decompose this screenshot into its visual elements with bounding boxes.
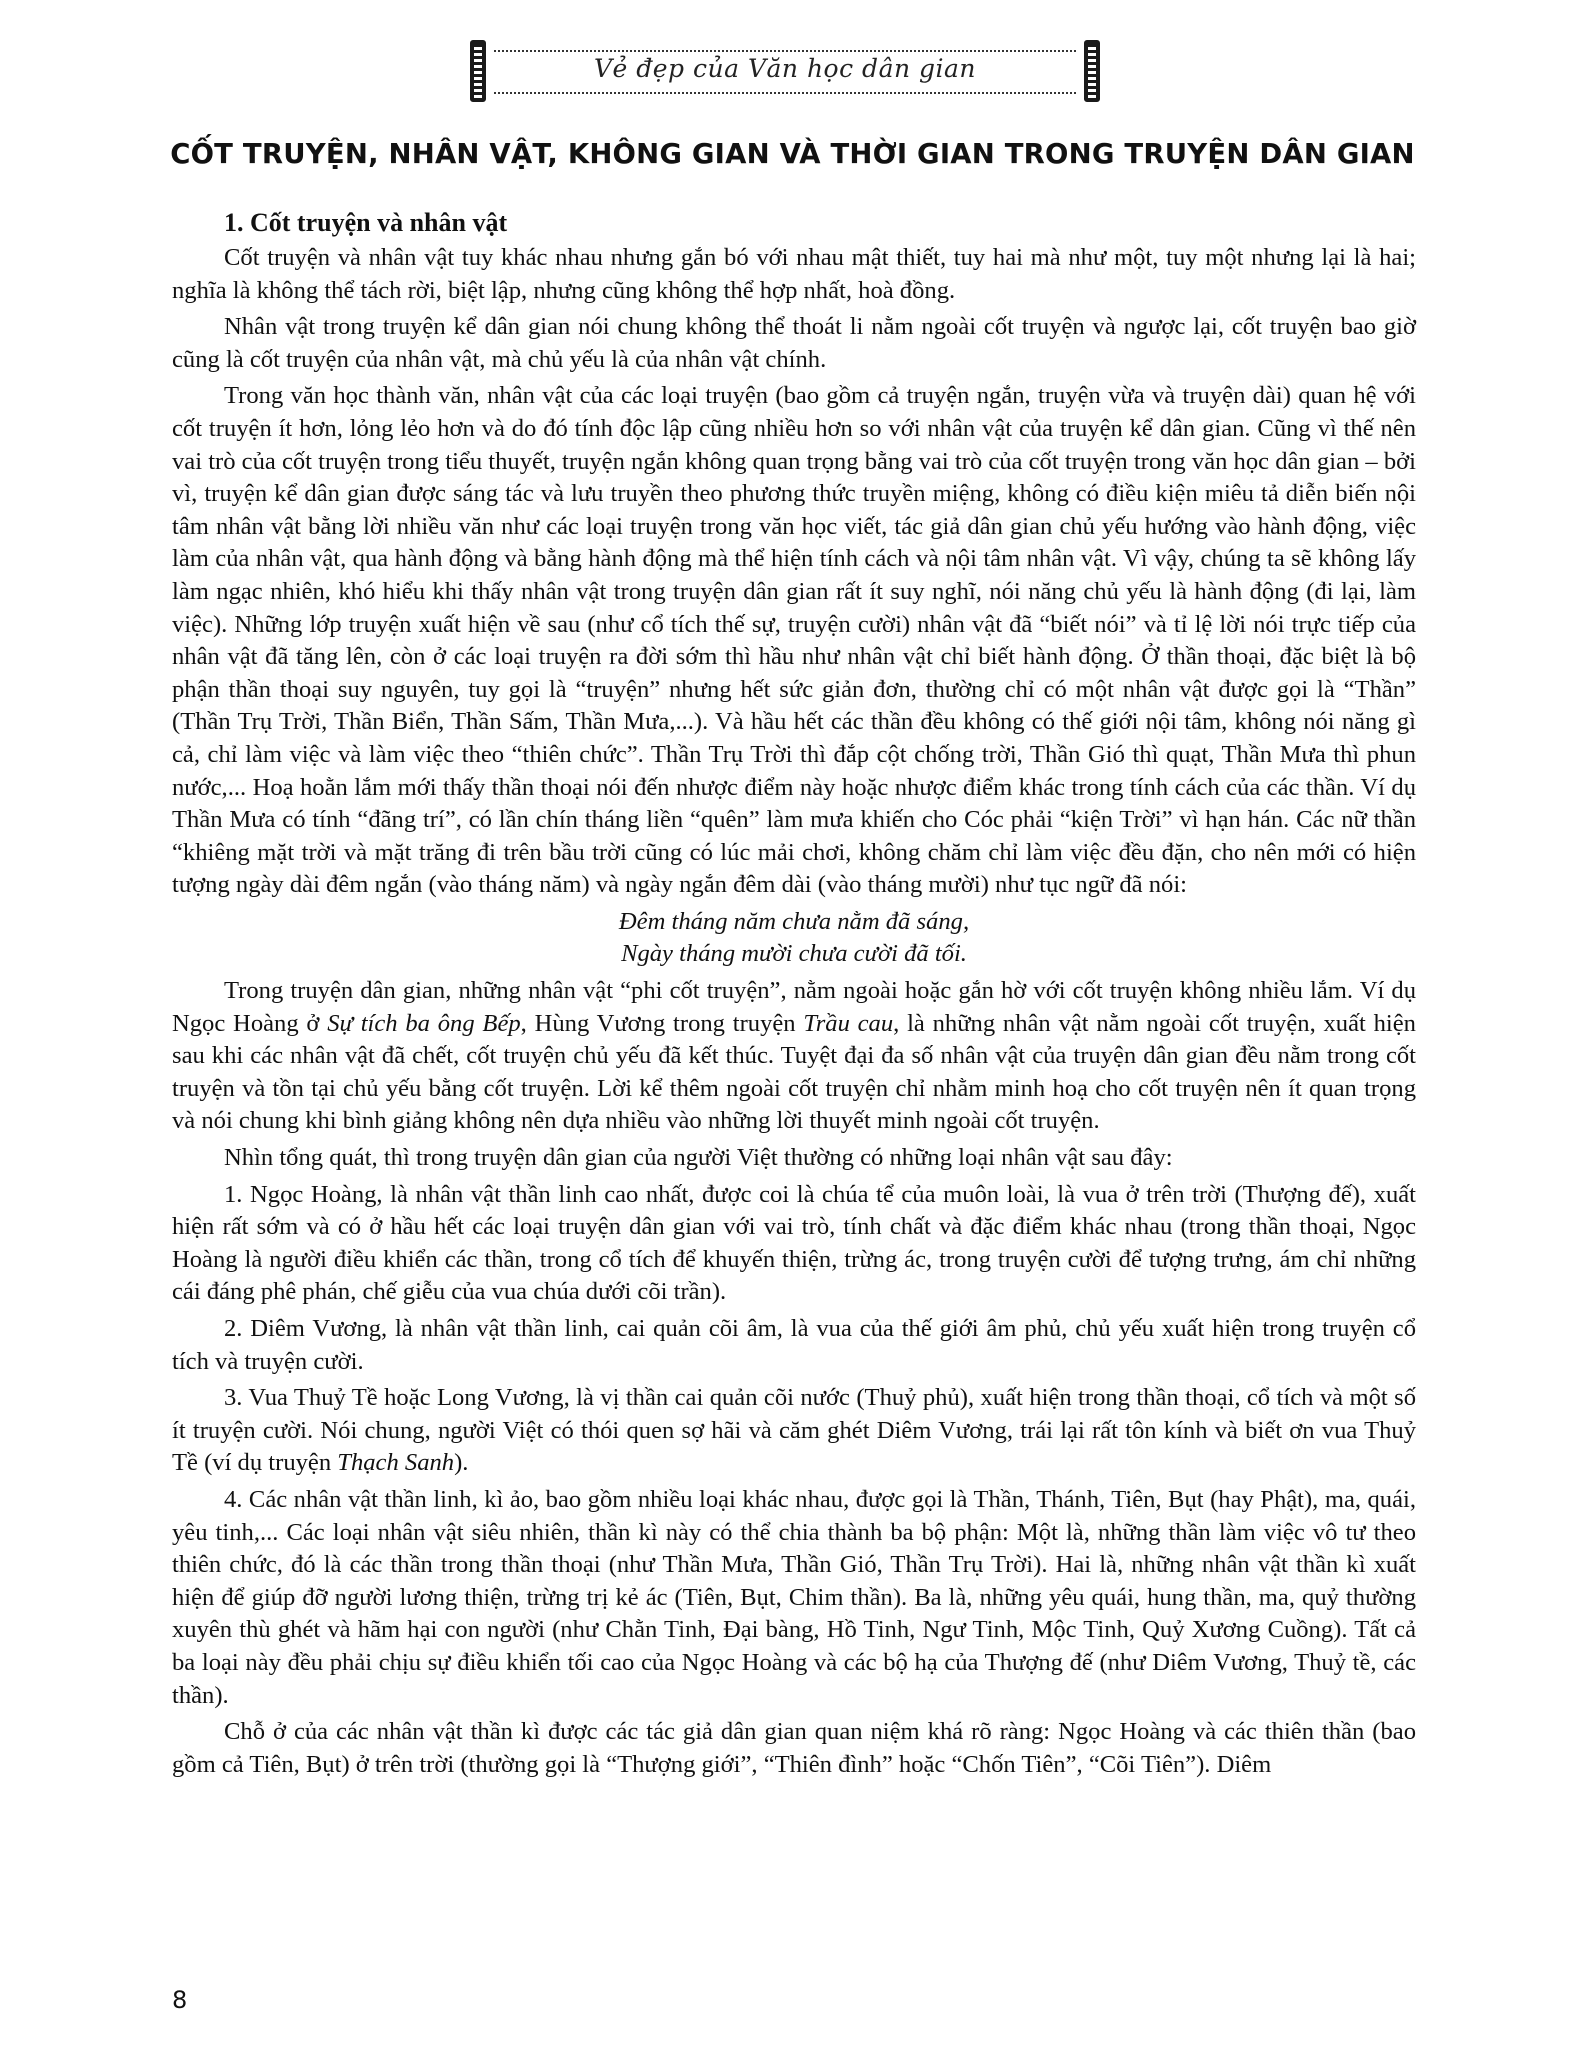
story-title: Thạch Sanh	[337, 1449, 455, 1477]
list-paragraph: 1. Ngọc Hoàng, là nhân vật thần linh cao nhất, được coi là chúa tể của muôn loài, là vua ở trên trời (Thượng đế), xuất hiện rất sớm và có ở hầu hết các loại truyện dân gian với vai trò, tính chất và đặc điểm khác nhau (trong thần thoại, Ngọc Hoàng là người điều khiển các thần, trong cổ tích để khuyến thiện, trừng ác, trong truyện cười để tượng trưng, ám chỉ những cái đáng phê phán, chế giễu của vua chúa dưới cõi trần).	[172, 1180, 1416, 1306]
banner-top-rule	[494, 50, 1076, 52]
body-text	[172, 206, 1416, 1785]
story-title: Trầu cau	[803, 1009, 894, 1037]
paragraph: Nhìn tổng quát, thì trong truyện dân gian của người Việt thường có những loại nhân vật sau đây:	[224, 1144, 1173, 1172]
paragraph	[172, 975, 1416, 1138]
banner-right-bracket	[1084, 40, 1100, 102]
list-paragraph	[172, 1382, 1416, 1480]
verse-line: Ngày tháng mười chưa cười đã tối.	[621, 940, 967, 968]
paragraph: Chỗ ở của các nhân vật thần kì được các tác giả dân gian quan niệm khá rõ ràng: Ngọc Hoàng và các thiên thần (bao gồm cả Tiên, Bụt) ở trên trời (thường gọi là “Thượng giới”, “Thiên đình” hoặc “Chốn Tiên”, “Cõi Tiên”). Diêm	[172, 1718, 1416, 1778]
verse-line: Đêm tháng năm chưa nằm đã sáng,	[618, 907, 970, 935]
paragraph: Nhân vật trong truyện kể dân gian nói chung không thể thoát li nằm ngoài cốt truyện và ngược lại, cốt truyện bao giờ cũng là cốt truyện của nhân vật, mà chủ yếu là của nhân vật chính.	[172, 313, 1416, 373]
story-title: Sự tích ba ông Bếp	[327, 1009, 521, 1037]
banner-bottom-rule	[494, 92, 1076, 94]
text-run: 3. Vua Thuỷ Tề hoặc Long Vương, là vị thần cai quản cõi nước (Thuỷ phủ), xuất hiện trong thần thoại, cổ tích và một số ít truyện cười. Nói chung, người Việt có thói quen sợ hãi và căm ghét Diêm Vương, trái lại rất tôn kính và biết ơn vua Thuỷ Tề (ví dụ truyện	[172, 1384, 1416, 1477]
list-paragraph: 4. Các nhân vật thần linh, kì ảo, bao gồm nhiều loại khác nhau, được gọi là Thần, Thánh, Tiên, Bụt (hay Phật), ma, quái, yêu tinh,... Các loại nhân vật siêu nhiên, thần kì này có thể chia thành ba bộ phận: Một là, những thần làm việc vô tư theo thiên chức, đó là các thần trong thần thoại (như Thần Mưa, Thần Gió, Thần Trụ Trời). Hai là, những nhân vật thần kì xuất hiện để giúp đỡ người lương thiện, trừng trị kẻ ác (Tiên, Bụt, Chim thần). Ba là, những yêu quái, hung thần, ma, quỷ thường xuyên thù ghét và hãm hại con người (như Chằn Tinh, Đại bàng, Hồ Tinh, Ngư Tinh, Mộc Tinh, Quỷ Xương Cuồng). Tất cả ba loại này đều phải chịu sự điều khiển tối cao của Ngọc Hoàng và các bộ hạ của Thượng đế (như Diêm Vương, Thuỷ tề, các thần).	[172, 1485, 1416, 1709]
paragraph: Cốt truyện và nhân vật tuy khác nhau nhưng gắn bó với nhau mật thiết, tuy hai mà như một, tuy một nhưng lại là hai; nghĩa là không thể tách rời, biệt lập, nhưng cũng không thể hợp nhất, hoà đồng.	[172, 244, 1416, 304]
chapter-title: CỐT TRUYỆN, NHÂN VẬT, KHÔNG GIAN VÀ THỜI GIAN TRONG TRUYỆN DÂN GIAN	[170, 138, 1415, 170]
running-header-title: Vẻ đẹp của Văn học dân gian	[593, 54, 977, 83]
proverb-verse	[172, 906, 1416, 971]
paragraph: Trong văn học thành văn, nhân vật của các loại truyện (bao gồm cả truyện ngắn, truyện vừa và truyện dài) quan hệ với cốt truyện ít hơn, lỏng lẻo hơn và do đó tính độc lập cũng nhiều hơn so với nhân vật của truyện kể dân gian. Cũng vì thế nên vai trò của cốt truyện trong tiểu thuyết, truyện ngắn không quan trọng bằng vai trò của cốt truyện trong văn học dân gian – bởi vì, truyện kể dân gian được sáng tác và lưu truyền theo phương thức truyền miệng, không có điều kiện miêu tả diễn biến nội tâm nhân vật bằng lời nhiều văn như các loại truyện trong văn học viết, tác giả dân gian chủ yếu hướng vào hành động, việc làm của nhân vật, qua hành động và bằng hành động mà thể hiện tính cách và nội tâm nhân vật. Vì vậy, chúng ta sẽ không lấy làm ngạc nhiên, khó hiểu khi thấy nhân vật trong truyện dân gian rất ít suy nghĩ, nói năng chủ yếu là hành động (đi lại, làm việc). Những lớp truyện xuất hiện về sau (như cổ tích thế sự, truyện cười) nhân vật đã “biết nói” và tỉ lệ lời nói trực tiếp của nhân vật đã tăng lên, còn ở các loại truyện ra đời sớm thì hầu như nhân vật chỉ biết hành động. Ở thần thoại, đặc biệt là bộ phận thần thoại suy nguyên, tuy gọi là “truyện” nhưng hết sức giản đơn, thường chỉ có một nhân vật được gọi là “Thần” (Thần Trụ Trời, Thần Biển, Thần Sấm, Thần Mưa,...). Và hầu hết các thần đều không có thế giới nội tâm, không nói năng gì cả, chỉ làm việc và làm việc theo “thiên chức”. Thần Trụ Trời thì đắp cột chống trời, Thần Gió thì quạt, Thần Mưa thì phun nước,... Hoạ hoằn lắm mới thấy thần thoại nói đến nhược điểm này hoặc nhược điểm khác trong tính cách của các thần. Ví dụ Thần Mưa có tính “đãng trí”, có lần chín tháng liền “quên” làm mưa khiến cho Cóc phải “kiện Trời” vì hạn hán. Các nữ thần “khiêng mặt trời và mặt trăng đi trên bầu trời cũng có lúc mải chơi, không chăm chỉ làm việc đều đặn, cho nên mới có hiện tượng ngày dài đêm ngắn (vào tháng năm) và ngày ngắn đêm dài (vào tháng mười) như tục ngữ đã nói:	[172, 382, 1416, 899]
banner-left-bracket	[470, 40, 486, 102]
text-run: ).	[454, 1449, 469, 1477]
text-run: , là những nhân vật nằm ngoài cốt truyện, xuất hiện sau khi các nhân vật đã chết, cốt truyện chủ yếu đã kết thúc. Tuyệt đại đa số nhân vật của truyện dân gian đều nằm trong cốt truyện và tồn tại chủ yếu bằng cốt truyện. Lời kể thêm ngoài cốt truyện chỉ nhằm minh hoạ cho cốt truyện nên ít quan trọng và nói chung khi bình giảng không nên dựa nhiều vào những lời thuyết minh ngoài cốt truyện.	[172, 1009, 1416, 1135]
text-run: Trong truyện dân gian, những nhân vật “phi cốt truyện”, nằm ngoài hoặc gắn hờ với cốt truyện không nhiều lắm. Ví dụ Ngọc Hoàng ở	[172, 977, 1416, 1037]
text-run: , Hùng Vương trong truyện	[520, 1009, 804, 1037]
list-paragraph: 2. Diêm Vương, là nhân vật thần linh, cai quản cõi âm, là vua của thế giới âm phủ, chủ yếu xuất hiện trong truyện cổ tích và truyện cười.	[172, 1315, 1416, 1375]
page-number: 8	[172, 1986, 188, 2014]
section-heading: 1. Cốt truyện và nhân vật	[224, 208, 508, 237]
running-header-banner	[470, 40, 1100, 102]
